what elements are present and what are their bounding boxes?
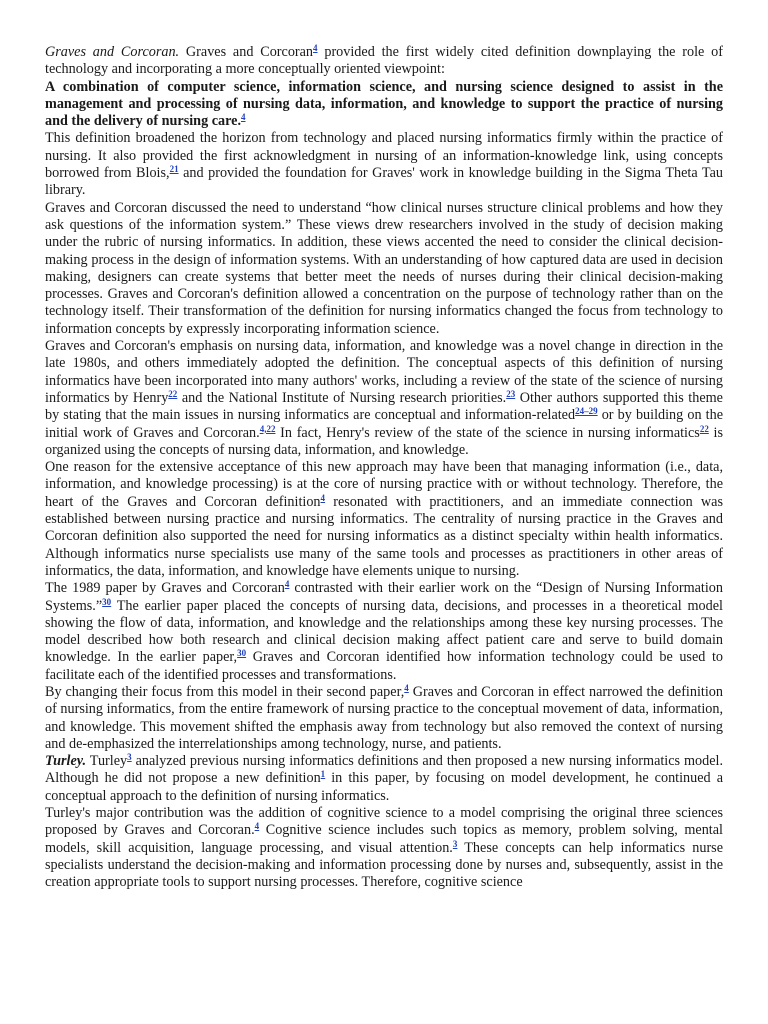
citation-link[interactable]: 30 [102,596,112,607]
paragraph [45,684,723,753]
text-run: This definition broadened the horizon from technology and placed nursing informatics firmly within the practice of nursing. It also provided the first acknowledgment in nursing of an information-knowledge link, using concepts borrowed from Blois, [45,130,723,182]
citation-link[interactable]: 3 [452,838,458,849]
citation-link[interactable]: 4 [284,579,290,590]
text-run: A combination of computer science, information science, and nursing science designed to assist in the management and processing of nursing data, information, and knowledge to support the practice of nursing and the delivery of nursing care. [45,78,723,130]
citation-link[interactable]: 4 [404,682,409,693]
text-run: contrasted with their earlier work on the “Design of Nursing Information Systems.” [45,580,723,614]
text-run: and provided the foundation for Graves' work in knowledge building in the Sigma Theta Tau library. [45,165,723,199]
paragraph [45,753,723,805]
text-run: analyzed previous nursing informatics definitions and then proposed a new nursing informatics model. Although he did not propose a new definition [45,753,724,787]
paragraph [45,200,723,338]
citation-reference[interactable] [168,389,177,399]
text-run: Cognitive science includes such topics as memory, problem solving, mental models, skill acquisition, language processing, and visual attention. [45,822,723,856]
text-run: Turley [86,753,128,770]
text-run: Turley's major contribution was the addition of cognitive science to a model comprising the original three sciences proposed by Graves and Corcoran. [45,805,723,839]
text-run: Graves and Corcoran identified how information technology could be used to facilitate each of the identified processes and transformations. [45,649,723,683]
citation-link[interactable]: 23 [506,388,516,399]
citation-reference[interactable] [700,424,709,434]
paragraph [45,44,723,79]
text-run: Other authors supported this theme by stating that the main issues in nursing informatics are conceptual and information-related [45,389,723,424]
text-run: The earlier paper placed the concepts of nursing data, decisions, and processes in a theoretical model showing the flow of data, information, and knowledge and the relationships among these key nursing processes. The model described how both research and clinical decision making affect patient care and serve to build domain knowledge. In the earlier paper, [45,597,723,666]
citation-link[interactable]: 4,22 [259,423,276,434]
text-run: or by building on the initial work of Graves and Corcoran. [45,407,723,441]
text-run: resonated with practitioners, and an immediate connection was established between nursing practice and nursing informatics. The centrality of nursing practice in the Graves and Corcoran definition also supported the need for nursing informatics as a distinct specialty within health informatics. Although informatics nurse specialists use many of the same tools and processes as practitioners in other areas of informatics, the data, information, and knowledge have elements unique to nursing. [45,493,724,579]
citation-link[interactable]: 21 [169,164,179,175]
citation-link[interactable]: 1 [320,769,326,780]
paragraph [45,338,723,459]
text-run: Graves and Corcoran [179,44,314,60]
text-run: provided the first widely cited definition downplaying the role of technology and incorporating a more conceptually oriented viewpoint: [45,44,723,78]
text-run: In fact, Henry's review of the state of the science in nursing informatics [275,424,700,441]
text-run: and the National Institute of Nursing research priorities. [177,389,507,406]
citation-link[interactable]: 4 [313,43,318,53]
citation-reference[interactable] [170,164,179,174]
paragraph [45,130,723,199]
text-run: Graves and Corcoran discussed the need to understand “how clinical nurses structure clinical problems and how they ask questions of the information system.” These views drew researchers involved in the study of decision making under the rubric of nursing informatics. In addition, these views accented the need to consider the clinical decision-making process in the design of information systems. With an understanding of how captured data are used in decision making, designers can create systems that better meet the needs of nurses during their clinical decision-making processes. Graves and Corcoran's definition allowed a concentration on the purpose of technology rather than on the technology itself. Their transformation of the definition for nursing informatics changed the focus from technology to information concepts by expressly incorporating information science. [45,199,723,337]
text-run: is organized using the concepts of nursing data, information, and knowledge. [45,424,724,458]
block-quote [45,79,723,131]
document-body [45,44,723,892]
citation-reference[interactable] [102,597,111,607]
paragraph [45,580,723,684]
citation-link[interactable]: 4 [254,821,260,832]
citation-link[interactable]: 22 [699,423,709,434]
citation-reference[interactable] [241,112,246,122]
citation-link[interactable]: 4 [241,112,246,123]
citation-link[interactable]: 24–29 [575,406,598,417]
section-heading: Graves and Corcoran. [45,44,180,60]
text-run: These concepts can help informatics nurse specialists understand the decision-making and information processing done by nurses and, subsequently, assist in the creation appropriate tools to support nursing processes. Therefore, cognitive science [45,839,723,891]
citation-link[interactable]: 4 [320,492,326,503]
paragraph [45,805,723,891]
citation-reference[interactable] [260,424,276,434]
paragraph [45,459,723,580]
citation-reference[interactable] [506,389,515,399]
citation-reference[interactable] [575,406,598,416]
text-run: Graves and Corcoran in effect narrowed the definition of nursing informatics, from the entire framework of nursing practice to the conceptual movement of data, information, and knowledge. This movement shifted the emphasis away from technology but also removed the context of nursing and de-emphasized the interrelationships among technology, nurse, and patients. [45,683,723,752]
citation-reference[interactable] [237,648,246,658]
citation-link[interactable]: 30 [237,648,247,659]
text-run: in this paper, by focusing on model development, he continued a conceptual approach to the definition of nursing informatics. [45,770,723,804]
text-run: By changing their focus from this model in their second paper, [45,683,405,700]
text-run: Graves and Corcoran's emphasis on nursing data, information, and knowledge was a novel change in direction in the late 1980s, and others immediately adopted the definition. The conceptual aspects of this definition of nursing informatics have been incorporated into many authors' works, including a review of the state of the science of nursing informatics by Henry [45,338,723,406]
citation-link[interactable]: 22 [168,388,178,399]
citation-link[interactable]: 3 [127,752,132,763]
text-run: One reason for the extensive acceptance of this new approach may have been that managing information (i.e., data, information, and knowledge processing) is at the core of nursing practice with or without technology. Therefore, the heart of the Graves and Corcoran definition [45,459,723,510]
text-run: The 1989 paper by Graves and Corcoran [45,580,285,597]
section-heading: Turley. [45,753,87,770]
